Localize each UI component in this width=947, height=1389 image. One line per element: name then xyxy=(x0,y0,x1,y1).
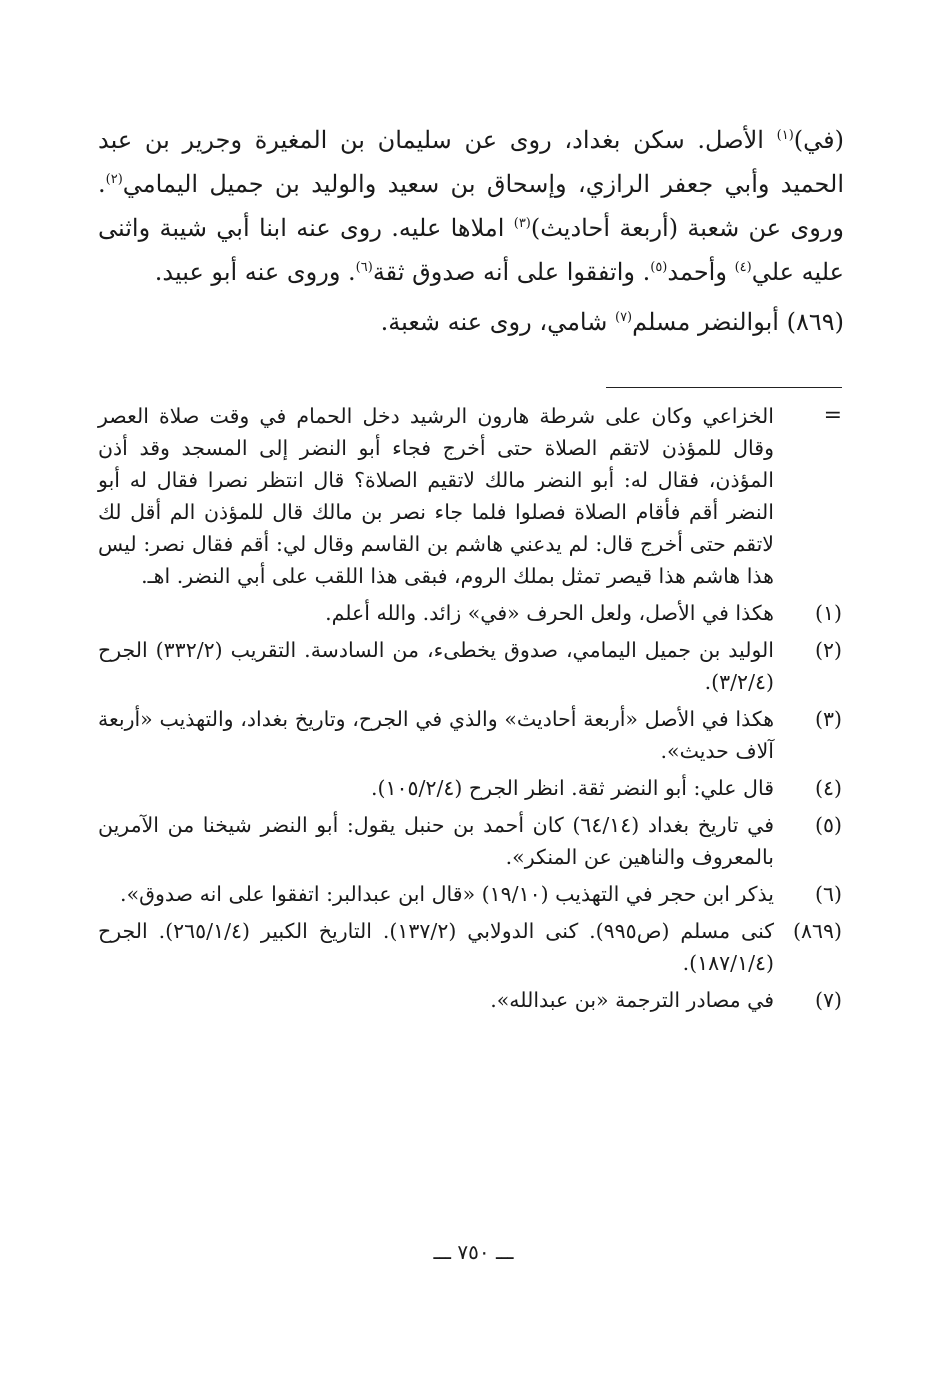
footnote-continuation xyxy=(98,400,848,592)
footnote-ref[interactable]: (٣) xyxy=(513,216,531,231)
footnote-mark: (٥) xyxy=(814,813,842,837)
entry-869 xyxy=(98,300,844,344)
footnote-text: كنى مسلم (ص٩٩٥). كنى الدولابي (١٣٧/٢). التاريخ الكبير (٢٦٥/١/٤). الجرح (١٨٧/١/٤). xyxy=(98,919,775,975)
footnote-4 xyxy=(98,772,848,804)
footnote-ref[interactable]: (٦) xyxy=(355,260,373,275)
footnote-7 xyxy=(98,984,848,1016)
footnote-text: هكذا في الأصل «أربعة أحاديث» والذي في الجرح، وتاريخ بغداد، والتهذيب «أربعة آلاف حديث». xyxy=(98,707,774,763)
footnote-mark: (١) xyxy=(814,601,842,625)
footnote-ref[interactable]: (٧) xyxy=(614,310,633,325)
page-number: ـــ ٧٥٠ ـــ xyxy=(433,1240,514,1264)
text-run: . وروى عنه أبو عبيد. xyxy=(154,258,356,286)
text-run: . وروى عن شعبة (أربعة أحاديث) xyxy=(98,170,844,242)
footnote-text: الوليد بن جميل اليمامي، صدوق يخطىء، من السادسة. التقريب (٣٣٢/٢) الجرح (٣/٢/٤). xyxy=(98,638,774,694)
footnote-text: قال علي: أبو النضر ثقة. انظر الجرح (١٠٥/٢/٤). xyxy=(371,776,774,800)
footnote-mark: = xyxy=(823,403,842,428)
footnote-text: في تاريخ بغداد (٦٤/١٤) كان أحمد بن حنبل يقول: أبو النضر شيخنا من الآمرين بالمعروف والناهين عن المنكر». xyxy=(98,813,774,869)
text-run: الأصل. سكن بغداد، روى عن سليمان بن المغيرة وجرير بن عبد الحميد وأبي جعفر الرازي، وإسحاق بن سعيد والوليد بن جميل اليمامي xyxy=(98,126,844,198)
footnote-ref[interactable]: (٢) xyxy=(105,172,123,187)
footnote-ref[interactable]: (٤) xyxy=(734,260,752,275)
text-run: (في) xyxy=(793,126,844,154)
footnotes xyxy=(98,400,848,1021)
text-run: املاها عليه. روى عنه ابنا أبي شيبة واثنى عليه علي xyxy=(98,214,844,286)
footnote-mark: (٧) xyxy=(814,988,842,1012)
footnote-5 xyxy=(98,809,848,873)
footnote-2 xyxy=(98,634,848,698)
footnote-ref[interactable]: (١) xyxy=(776,128,794,143)
footnote-text: الخزاعي وكان على شرطة هارون الرشيد دخل الحمام في وقت صلاة العصر وقال للمؤذن لاتقم الصلاة حتى أخرج فجاء أبو النضر إلى المسجد وقد أذن المؤذن، فقال له: أبو النضر مالك لاتقيم الصلاة؟ قال انتظر نصرا فقال له أبو النضر أقم فأقام الصلاة فصلوا فلما جاء نصر بن مالك قال للمؤذن الم أقل لك لاتقم حتى أخرج قال: لم يدعني هاشم بن القاسم وقال لي: أقم فقال نصر: ليس هذا هاشم هذا قيصر تمثل بملك الروم، فبقى هذا اللقب على أبي النضر. اهـ. xyxy=(98,404,774,588)
footnote-3 xyxy=(98,703,848,767)
text-run: (٨٦٩) أبوالنضر مسلم xyxy=(632,308,844,336)
footnote-text: يذكر ابن حجر في التهذيب (١٩/١٠) «قال ابن عبدالبر: اتفقوا على انه صدوق». xyxy=(120,882,774,906)
footnote-mark: (٨٦٩) xyxy=(792,919,842,943)
footnote-1 xyxy=(98,597,848,629)
footnote-text: في مصادر الترجمة «بن عبدالله». xyxy=(490,988,774,1012)
footnote-6 xyxy=(98,878,848,910)
footnote-ref[interactable]: (٥) xyxy=(650,260,668,275)
biography-paragraph xyxy=(98,118,844,294)
footnote-mark: (٣) xyxy=(814,707,842,731)
footnote-mark: (٢) xyxy=(814,638,842,662)
text-run: شامي، روى عنه شعبة. xyxy=(380,308,615,336)
main-text xyxy=(98,118,844,344)
footnote-text: هكذا في الأصل، ولعل الحرف «في» زائد. والله أعلم. xyxy=(325,601,774,625)
footnote-separator xyxy=(606,387,842,388)
footnote-869 xyxy=(98,915,848,979)
footnote-mark: (٤) xyxy=(814,776,842,800)
text-run: . واتفقوا على أنه صدوق ثقة xyxy=(372,258,651,286)
footnote-mark: (٦) xyxy=(814,882,842,906)
text-run: وأحمد xyxy=(667,258,735,286)
